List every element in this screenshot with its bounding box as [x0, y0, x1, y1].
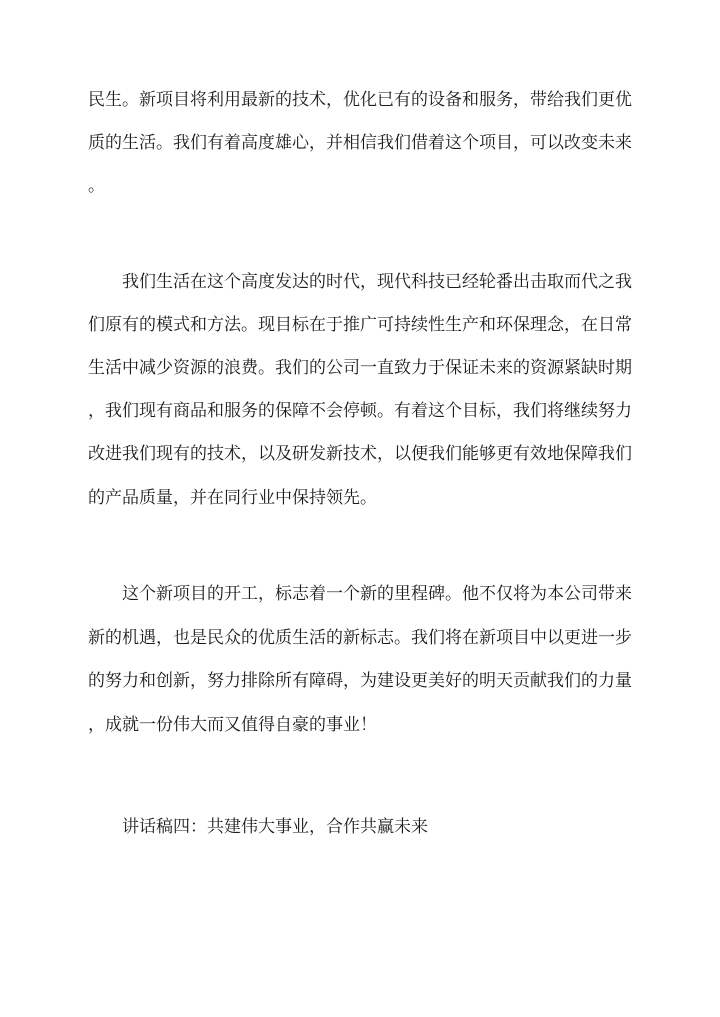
- paragraph-line: 质的生活。我们有着高度雄心，并相信我们借着这个项目，可以改变未来: [88, 133, 632, 153]
- paragraph-line: 新的机遇，也是民众的优质生活的新标志。我们将在新项目中以更进一步: [88, 628, 632, 648]
- paragraph-line: 改进我们现有的技术，以及研发新技术，以便我们能够更有效地保障我们: [88, 444, 632, 464]
- paragraph-line: 。: [88, 176, 105, 196]
- paragraph-line: 这个新项目的开工，标志着一个新的里程碑。他不仅将为本公司带来: [122, 584, 632, 604]
- paragraph-line: 生活中减少资源的浪费。我们的公司一直致力于保证未来的资源紧缺时期: [88, 358, 632, 378]
- paragraph-line: 的努力和创新，努力排除所有障碍，为建设更美好的明天贡献我们的力量: [88, 671, 632, 691]
- section-heading: 讲话稿四：共建伟大事业，合作共赢未来: [122, 817, 428, 837]
- paragraph-line: ，我们现有商品和服务的保障不会停顿。有着这个目标，我们将继续努力: [88, 401, 632, 421]
- paragraph-line: 民生。新项目将利用最新的技术，优化已有的设备和服务，带给我们更优: [88, 90, 632, 110]
- paragraph-line: ，成就一份伟大而又值得自豪的事业！: [88, 715, 377, 735]
- paragraph-line: 的产品质量，并在同行业中保持领先。: [88, 488, 377, 508]
- paragraph-line: 我们生活在这个高度发达的时代，现代科技已经轮番出击取而代之我: [122, 272, 632, 292]
- paragraph-line: 们原有的模式和方法。现目标在于推广可持续性生产和环保理念，在日常: [88, 315, 632, 335]
